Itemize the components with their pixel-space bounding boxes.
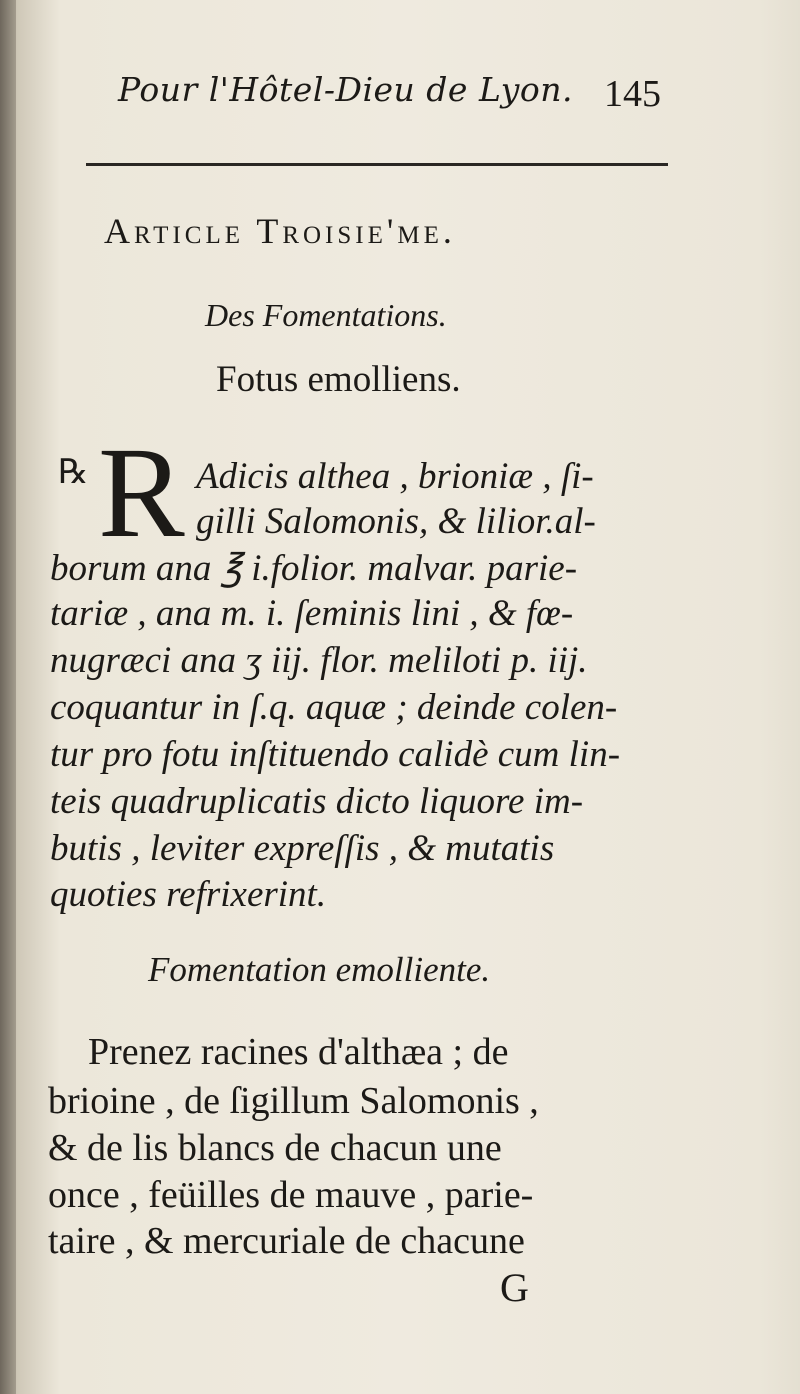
- latin-line: gilli Salomonis, & lilior.al-: [196, 501, 596, 542]
- header-rule: [86, 163, 668, 166]
- french-line: & de lis blancs de chacun une: [48, 1127, 502, 1169]
- french-recipe-title: Fomentation emolliente.: [148, 950, 491, 989]
- signature-mark: G: [500, 1265, 529, 1310]
- section-title: Des Fomentations.: [205, 297, 447, 333]
- running-head: Pour l'Hôtel-Dieu de Lyon.: [118, 70, 574, 109]
- latin-line: quoties refrixerint.: [50, 874, 327, 915]
- latin-line: coquantur in ſ.q. aquæ ; deinde colen-: [50, 687, 618, 728]
- french-line: brioine , de ſigillum Salomonis ,: [48, 1080, 539, 1122]
- article-title: Article Troisie'me.: [104, 211, 456, 251]
- french-line: once , feüilles de mauve , parie-: [48, 1174, 534, 1216]
- page-number: 145: [604, 73, 661, 115]
- drop-cap: R: [98, 421, 185, 565]
- latin-line: butis , leviter expreſſis , & mutatis: [50, 828, 555, 869]
- latin-line: tur pro fotu inſtituendo calidè cum lin-: [50, 734, 621, 775]
- book-spine-shadow: [0, 0, 16, 1394]
- latin-line: teis quadruplicatis dicto liquore im-: [50, 781, 584, 822]
- recipe-icon: ℞: [58, 452, 89, 492]
- latin-recipe-title: Fotus emolliens.: [216, 359, 461, 400]
- latin-line: borum ana ℥ i.folior. malvar. parie-: [50, 548, 578, 589]
- french-line: Prenez racines d'althæa ; de: [88, 1031, 509, 1073]
- latin-line: nugræci ana ʒ iij. flor. meliloti p. iij.: [50, 640, 588, 681]
- french-line: taire , & mercuriale de chacune: [48, 1220, 525, 1262]
- latin-line: Adicis althea , brioniæ , ſi-: [196, 456, 594, 497]
- latin-line: tariæ , ana m. i. ſeminis lini , & fœ-: [50, 593, 574, 634]
